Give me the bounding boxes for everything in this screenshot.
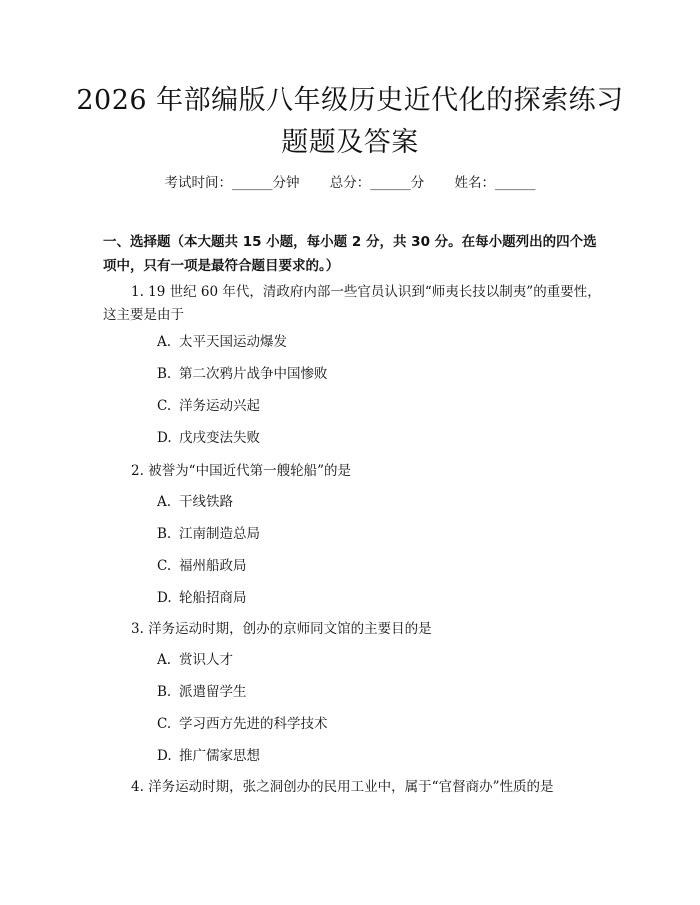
question-3: 3. 洋务运动时期，创办的京师同文馆的主要目的是 (131, 621, 432, 637)
option-letter: C. (157, 398, 172, 414)
option-3c (157, 714, 328, 734)
option-text: 学习西方先进的科学技术 (179, 716, 328, 732)
option-text: 轮船招商局 (179, 590, 247, 606)
option-1d (157, 428, 260, 448)
option-3d (157, 746, 260, 766)
option-2d (157, 588, 247, 608)
option-3a (157, 650, 233, 670)
page-title (60, 80, 640, 164)
option-text: 江南制造总局 (179, 526, 260, 542)
exam-info (0, 171, 700, 191)
option-letter: D. (157, 748, 172, 764)
option-text: 戊戌变法失败 (179, 430, 260, 446)
option-1b (157, 364, 328, 384)
exam-name: 姓名：______ (454, 175, 536, 191)
exam-time: 考试时间：______分钟 (164, 175, 300, 191)
option-letter: D. (157, 430, 172, 446)
option-text: 第二次鸦片战争中国惨败 (179, 366, 328, 382)
option-letter: B. (157, 526, 172, 542)
title-line-2: 题题及答案 (281, 127, 419, 158)
option-letter: A. (157, 494, 172, 510)
option-2c (157, 556, 247, 576)
option-text: 福州船政局 (179, 558, 247, 574)
option-letter: C. (157, 558, 172, 574)
option-2b (157, 524, 260, 544)
option-text: 洋务运动兴起 (179, 398, 260, 414)
question-4: 4. 洋务运动时期，张之洞创办的民用工业中，属于“官督商办”性质的是 (131, 779, 554, 795)
question-1: 1. 19 世纪 60 年代，清政府内部一些官员认识到“师夷长技以制夷”的重要性，这主要是由于 (103, 284, 601, 323)
option-text: 赏识人才 (179, 652, 233, 668)
option-1a (157, 332, 287, 352)
title-line-1: 2026 年部编版八年级历史近代化的探索练习 (76, 85, 624, 116)
option-letter: B. (157, 684, 172, 700)
option-letter: A. (157, 652, 172, 668)
option-letter: A. (157, 334, 172, 350)
exam-score: 总分：______分 (329, 175, 425, 191)
option-3b (157, 682, 247, 702)
section-heading: 一、选择题（本大题共 15 小题，每小题 2 分，共 30 分。在每小题列出的四个选项中，只有一项是最符合题目要求的。） (103, 234, 597, 274)
option-text: 推广儒家思想 (179, 748, 260, 764)
option-letter: C. (157, 716, 172, 732)
option-letter: D. (157, 590, 172, 606)
option-text: 派遣留学生 (179, 684, 247, 700)
option-text: 太平天国运动爆发 (179, 334, 287, 350)
option-text: 干线铁路 (179, 494, 233, 510)
option-letter: B. (157, 366, 172, 382)
question-2: 2. 被誉为“中国近代第一艘轮船”的是 (131, 463, 351, 479)
option-2a (157, 492, 233, 512)
option-1c (157, 396, 260, 416)
